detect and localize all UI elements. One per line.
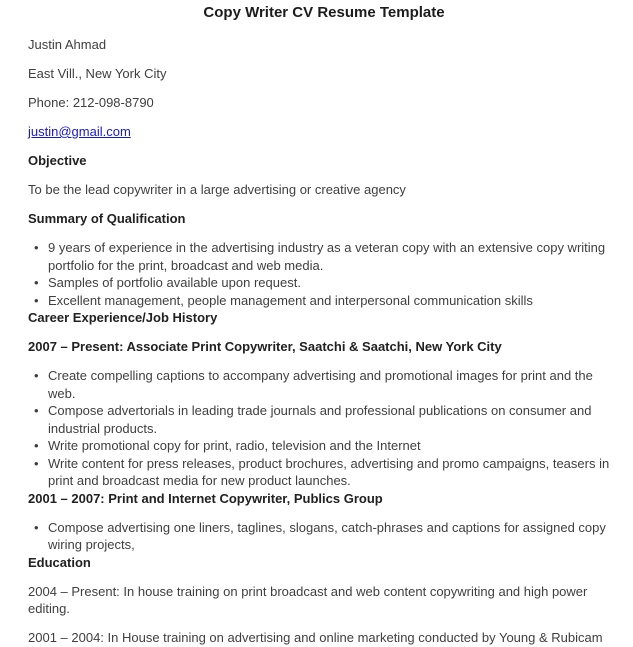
education-entry: 2001 – 2004: In House training on advertising and online marketing conducted by Young & Rubicam — [28, 630, 603, 645]
contact-phone: Phone: 212-098-8790 — [28, 95, 154, 110]
list-item: • Compose advertising one liners, taglines, slogans, catch-phrases and captions for assigned copy wiring projects, — [28, 519, 620, 554]
list-item: • Excellent management, people management and interpersonal communication skills — [28, 292, 620, 310]
list-item: • Write content for press releases, product brochures, advertising and promo campaigns, teasers in print and broadcast media for new product launches. — [28, 455, 620, 490]
contact-name: Justin Ahmad — [28, 37, 107, 52]
contact-email-row — [28, 123, 620, 141]
list-item: • Create compelling captions to accompany advertising and promotional images for print and the web. — [28, 367, 620, 402]
section-heading-education: Education — [28, 554, 91, 570]
objective-text: To be the lead copywriter in a large advertising or creative agency — [28, 182, 406, 197]
contact-address: East Vill., New York City — [28, 66, 167, 81]
list-item: • Write promotional copy for print, radio, television and the Internet — [28, 437, 620, 455]
section-heading-career: Career Experience/Job History — [28, 310, 218, 325]
job-title: 2001 – 2007: Print and Internet Copywriter, Publics Group — [28, 490, 383, 506]
job-title: 2007 – Present: Associate Print Copywriter, Saatchi & Saatchi, New York City — [28, 339, 502, 354]
section-heading-qualifications: Summary of Qualification — [28, 211, 186, 226]
job-duties-list — [28, 367, 620, 490]
education-entry: 2004 – Present: In house training on print broadcast and web content copywriting and high power editing. — [28, 583, 588, 616]
qualifications-list — [28, 239, 620, 309]
job-duties-list — [28, 519, 620, 554]
document-title: Copy Writer CV Resume Template — [203, 4, 445, 21]
section-heading-objective: Objective — [28, 153, 87, 168]
email-link[interactable]: justin@gmail.com — [28, 124, 131, 139]
list-item: • Samples of portfolio available upon request. — [28, 274, 620, 292]
list-item: • Compose advertorials in leading trade journals and professional publications on consumer and industrial products. — [28, 402, 620, 437]
list-item: • 9 years of experience in the advertising industry as a veteran copy with an extensive copy writing portfolio for the print, broadcast and web media. — [28, 239, 620, 274]
